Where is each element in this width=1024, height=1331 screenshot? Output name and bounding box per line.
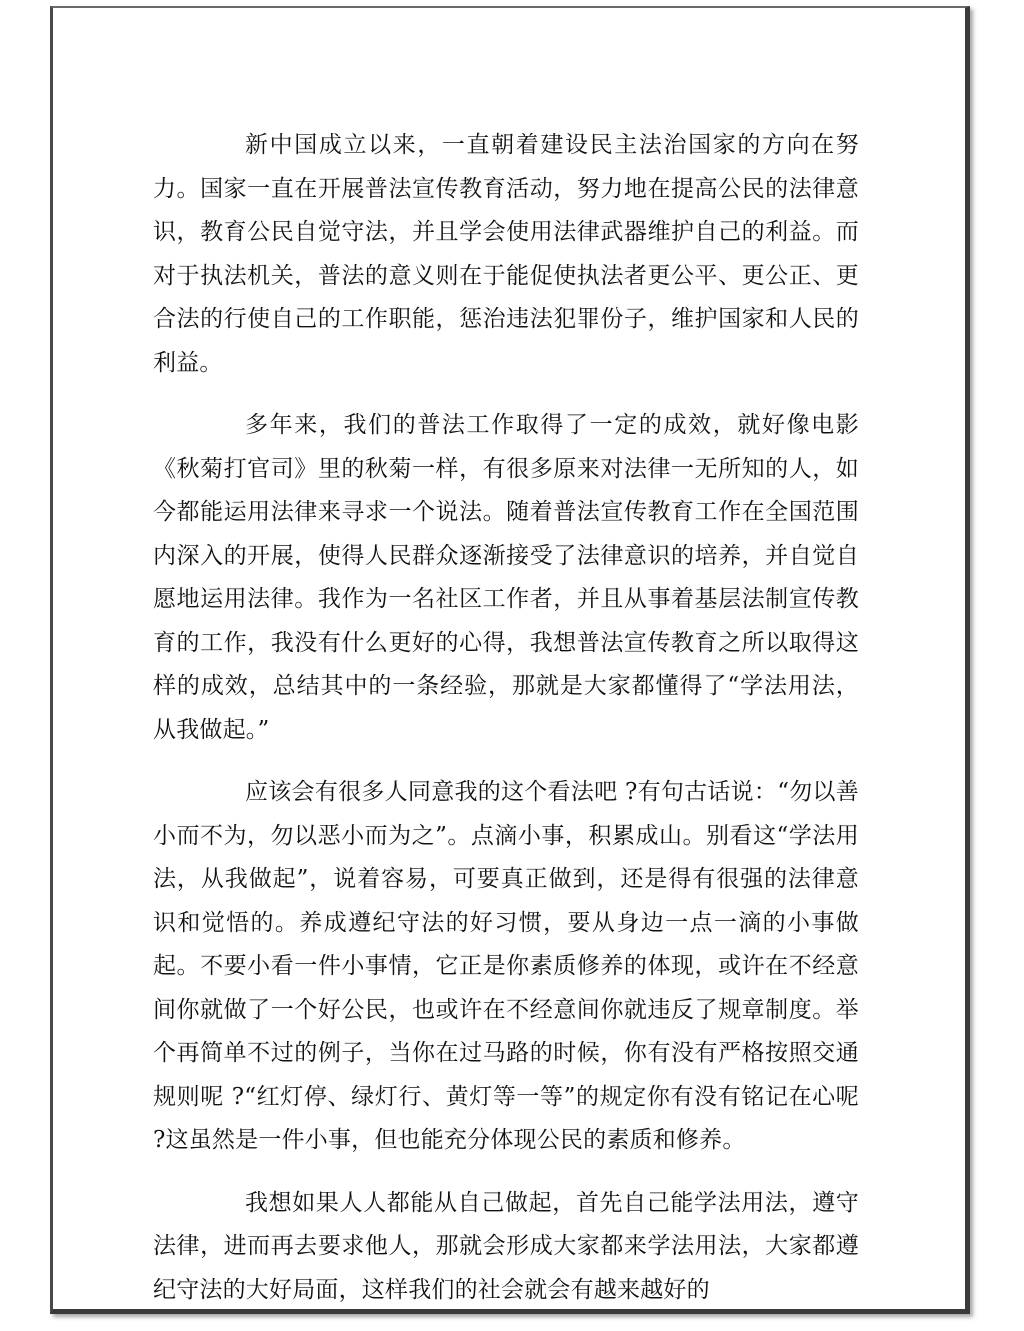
document-body <box>153 124 867 1331</box>
paragraph-3: 应该会有很多人同意我的这个看法吧 ?有句古话说：“勿以善小而不为，勿以恶小而为之”。点滴小事，积累成山。别看这“学法用法，从我做起”，说着容易，可要真正做到，还是得有很强的法律意识和觉悟的。养成遵纪守法的好习惯，要从身边一点一滴的小事做起。不要小看一件小事情，它正是你素质修养的体现，或许在不经意间你就做了一个好公民，也或许在不经意间你就违反了规章制度。举个再简单不过的例子，当你在过马路的时候，你有没有严格按照交通规则呢 ?“红灯停、绿灯行、黄灯等一等”的规定你有没有铭记在心呢 ?这虽然是一件小事，但也能充分体现公民的素质和修养。 <box>153 779 867 1153</box>
paragraph-1: 新中国成立以来，一直朝着建设民主法治国家的方向在努力。国家一直在开展普法宣传教育活动，努力地在提高公民的法律意识，教育公民自觉守法，并且学会使用法律武器维护自己的利益。而对于执法机关，普法的意义则在于能促使执法者更公平、更公正、更合法的行使自己的工作职能，惩治违法犯罪份子，维护国家和人民的利益。 <box>153 132 859 376</box>
paragraph-2: 多年来，我们的普法工作取得了一定的成效，就好像电影《秋菊打官司》里的秋菊一样，有很多原来对法律一无所知的人，如今都能运用法律来寻求一个说法。随着普法宣传教育工作在全国范围内深入的开展，使得人民群众逐渐接受了法律意识的培养，并自觉自愿地运用法律。我作为一名社区工作者，并且从事着基层法制宣传教育的工作，我没有什么更好的心得，我想普法宣传教育之所以取得这样的成效，总结其中的一条经验，那就是大家都懂得了“学法用法，从我做起。” <box>153 412 859 743</box>
page-frame <box>50 6 970 1314</box>
paragraph-4: 我想如果人人都能从自己做起，首先自己能学法用法，遵守法律，进而再去要求他人，那就会形成大家都来学法用法，大家都遵纪守法的大好局面，这样我们的社会就会有越来越好的 <box>153 1189 859 1303</box>
